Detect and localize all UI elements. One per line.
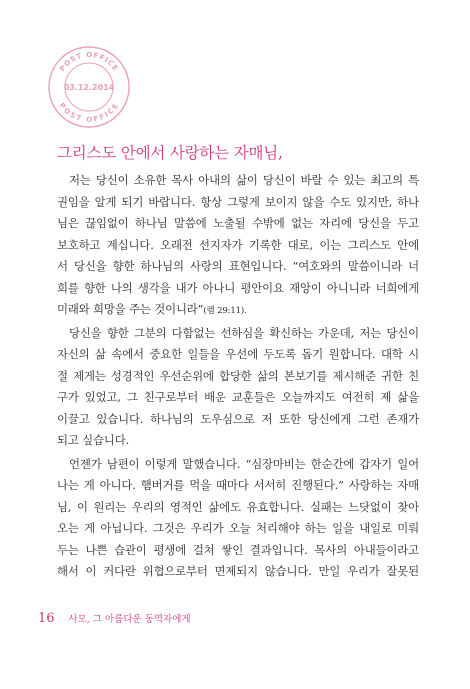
text-line-content: 미래와 희망을 주는 것이니라”: [57, 302, 204, 316]
paragraph: [57, 454, 419, 583]
svg-text:POST OFFICE: [58, 51, 120, 73]
text-line: 저는 당신이 소유한 목사 아내의 삶이 당신이 바랄 수 있는 최고의 특: [69, 173, 419, 187]
text-line: 나는 게 아니다. 햄버거를 먹을 때마다 서서히 진행된다.” 사랑하는 자매: [57, 478, 419, 492]
letter-body: [57, 170, 419, 583]
stamp-bottom-text: POST OFFICE: [57, 101, 121, 124]
text-line: 희를 향한 나의 생각을 내가 아나니 평안이요 재앙이 아니니라 너희에게: [57, 280, 419, 295]
paragraph: [57, 323, 419, 452]
text-line: 님은 끊임없이 하나님 말씀에 노출될 수밖에 없는 자리에 당신을 두고: [57, 216, 419, 230]
stamp-date: 03.12.2014: [63, 83, 115, 92]
text-line: 보호하고 계십니다. 오래전 선지자가 기록한 대로, 이는 그리스도 안에: [57, 237, 419, 252]
paragraph: [57, 170, 419, 321]
running-title: 사모, 그 아름다운 동역자에게: [68, 614, 191, 625]
text-line: 서 당신을 향한 하나님의 사랑의 표현입니다. “여호와의 말씀이니라 너: [57, 259, 419, 273]
text-line: [57, 299, 419, 321]
text-line: 권임을 알게 되기 바랍니다. 항상 그렇게 보이지 않을 수도 있지만, 하나: [57, 194, 419, 209]
postmark-stamp-icon: [42, 40, 136, 134]
text-line: 되고 싶습니다.: [57, 433, 130, 447]
text-line: 자신의 삶 속에서 중요한 일들을 우선에 두도록 돕기 원합니다. 대학 시: [57, 347, 419, 361]
text-line: 이끌고 있습니다. 하나님의 도우심으로 저 또한 당신에게 그런 존재가: [57, 411, 419, 426]
stamp-top-text: POST OFFICE: [58, 50, 120, 73]
page-number: 16: [38, 611, 55, 626]
text-line: 두는 나쁜 습관이 평생에 걸쳐 쌓인 결과입니다. 목사의 아내들이라고: [57, 542, 419, 557]
text-line: 구가 있었고, 그 친구로부터 배운 교훈들은 오늘까지도 여전히 제 삶을: [57, 390, 419, 404]
text-line: 절 제게는 성경적인 우선순위에 합당한 삶의 본보기를 제시해준 귀한 친: [57, 368, 419, 383]
text-line: 님, 이 원리는 우리의 영적인 삶에도 유효합니다. 실패는 느닷없이 찾아: [57, 499, 419, 514]
page-footer: [38, 611, 191, 626]
text-line: 당신을 향한 그분의 다함없는 선하심을 확신하는 가운데, 저는 당신이: [69, 325, 419, 340]
text-line: 언젠가 남편이 이렇게 말했습니다. “심장마비는 한순간에 갑자기 일어: [69, 456, 419, 471]
scripture-reference: (렘 29:11).: [203, 306, 247, 316]
text-line: 해서 이 커다란 위협으로부터 면제되지 않습니다. 만일 우리가 잘못된: [57, 564, 419, 578]
salutation-heading: 그리스도 안에서 사랑하는 자매님,: [57, 144, 283, 162]
text-line: 오는 게 아닙니다. 그것은 우리가 오늘 처리해야 하는 일을 내일로 미뤄: [57, 521, 419, 535]
